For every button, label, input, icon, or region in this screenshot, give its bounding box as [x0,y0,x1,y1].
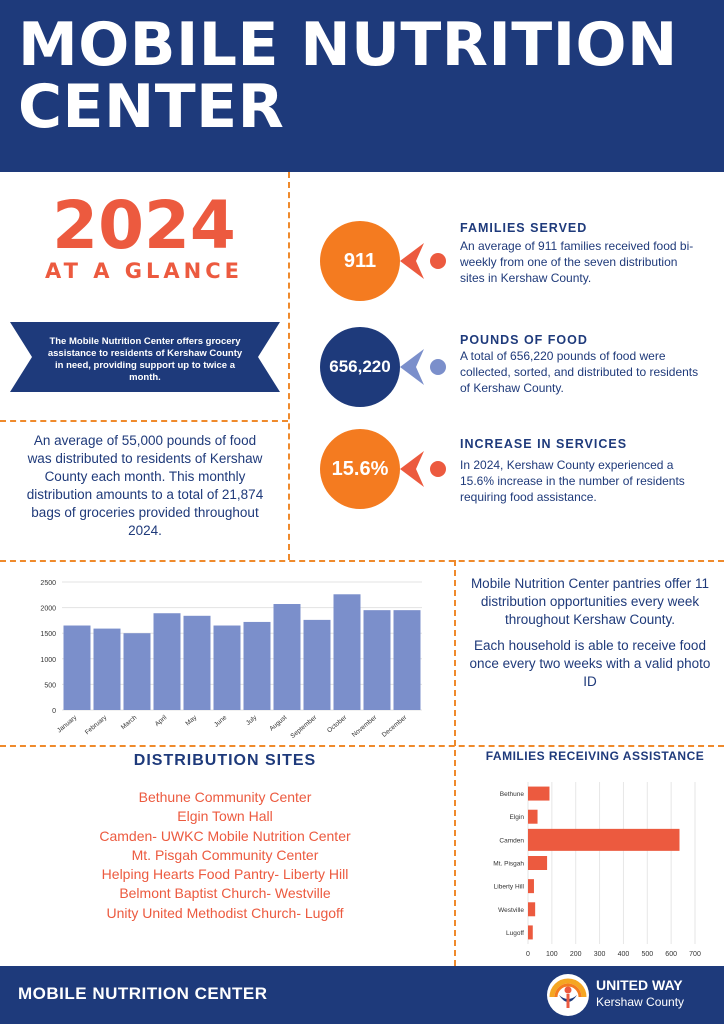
united-way-logo-icon [546,973,590,1017]
bar [244,622,271,710]
divider [0,560,724,562]
y-tick-label: Mt. Pisgah [493,860,524,868]
bar [334,594,361,710]
stat-title: INCREASE IN SERVICES [460,437,628,451]
bar [274,604,301,710]
bar [528,856,547,870]
stat-description: An average of 911 families received food bi-weekly from one of the seven distribution sites in Kershaw County. [460,239,694,285]
bar [304,620,331,710]
stat-circle: 911 [320,221,400,301]
bar [124,633,151,710]
bar [214,626,241,710]
bar [528,902,535,916]
site-item: Helping Hearts Food Pantry- Liberty Hill [101,866,349,883]
stat-increase-in-services [320,429,720,509]
stat-circle: 656,220 [320,327,400,407]
site-item: Bethune Community Center [138,789,312,805]
ribbon-text: The Mobile Nutrition Center offers grocery assistance to residents of Kershaw County in need, providing support up to twice a month. [47,336,243,383]
sites-heading: DISTRIBUTION SITES [133,752,317,769]
x-tick-label: January [56,714,79,735]
bar [394,610,421,710]
x-tick-label: November [350,714,379,739]
x-tick-label: 700 [689,951,701,958]
y-tick-label: Westville [498,906,524,914]
intro-ribbon [10,322,280,392]
bar [154,613,181,710]
pantry-info-paragraph: Mobile Nutrition Center pantries offer 11 distribution opportunities every week throughout Kershaw County. [470,576,710,627]
stat-circle: 15.6% [320,429,400,509]
stat-title: POUNDS OF FOOD [460,333,588,347]
site-item: Belmont Baptist Church- Westville [119,885,331,902]
bar [364,610,391,710]
stat-description: A total of 656,220 pounds of food were collected, sorted, and distributed to residents of Kershaw County. [460,349,699,395]
y-tick-label: Elgin [509,814,524,822]
glance-subtitle: AT A GLANCE [44,259,244,283]
families-chart-title: FAMILIES RECEIVING ASSISTANCE [485,749,705,763]
bar [528,925,533,939]
x-tick-label: July [244,714,259,727]
y-tick-label: Lugoff [506,929,524,937]
arrow-dot-icon [398,239,448,283]
x-tick-label: May [184,714,199,728]
divider [0,420,288,422]
families-assistance-chart [470,778,710,964]
footer-banner [0,966,724,1024]
site-item: Mt. Pisgah Community Center [131,846,319,863]
x-tick-label: June [212,714,229,729]
pantry-info-paragraph: Each household is able to receive food once every two weeks with a valid photo ID [469,638,711,689]
x-tick-label: August [268,714,289,733]
y-tick-label: Bethune [499,791,524,799]
x-tick-label: September [289,714,319,740]
pantry-info [466,575,714,691]
y-tick-label: Camden [499,837,524,845]
bar [184,616,211,710]
bar [528,787,549,801]
x-tick-label: 600 [665,951,677,958]
y-tick-label: 0 [52,708,56,715]
y-tick-label: 500 [44,682,56,690]
arrow-dot-icon [398,345,448,389]
arrow-dot-icon [398,447,448,491]
x-tick-label: October [326,714,349,735]
divider [288,172,290,560]
year-heading: 2024 [52,187,236,264]
stat-description: In 2024, Kershaw County experienced a 15.6% increase in the number of residents requiring food assistance. [460,458,685,504]
average-distribution-text: An average of 55,000 pounds of food was distributed to residents of Kershaw County each month. This monthly distribution amounts to a total of 21,874 bags of groceries provided throughout 2024. [26,433,264,538]
bar [528,829,679,851]
stat-pounds-of-food [320,327,720,407]
divider [0,745,724,747]
sites-list [0,788,450,923]
bar [64,626,91,710]
x-tick-label: 400 [617,951,630,958]
y-tick-label: 2000 [40,605,56,613]
x-tick-label: April [153,714,169,728]
x-tick-label: 100 [546,951,558,958]
site-item: Elgin Town Hall [177,808,273,825]
x-tick-label: 500 [641,951,654,958]
org-name: UNITED WAY [596,977,683,993]
y-tick-label: 1500 [40,631,56,639]
x-tick-label: December [380,714,409,739]
x-tick-label: 0 [526,951,530,958]
stat-families-served [320,221,720,301]
y-tick-label: 2500 [40,580,56,587]
x-tick-label: 300 [593,951,606,958]
bar [94,629,121,710]
bar [528,879,534,893]
site-item: Camden- UWKC Mobile Nutrition Center [99,827,351,844]
x-tick-label: 200 [569,951,582,958]
y-tick-label: Liberty Hill [493,883,524,891]
stat-title: FAMILIES SERVED [460,221,588,235]
divider [454,560,456,966]
x-tick-label: March [119,714,139,732]
org-subtitle: Kershaw County [596,995,685,1009]
header-banner [0,0,724,172]
page-title: MOBILE NUTRITION CENTER [18,10,678,142]
bar [528,810,538,824]
site-item: Unity United Methodist Church- Lugoff [106,904,344,921]
x-tick-label: February [83,714,109,737]
footer-title: MOBILE NUTRITION CENTER [18,984,268,1003]
monthly-distribution-chart [30,574,430,744]
y-tick-label: 1000 [40,656,56,664]
